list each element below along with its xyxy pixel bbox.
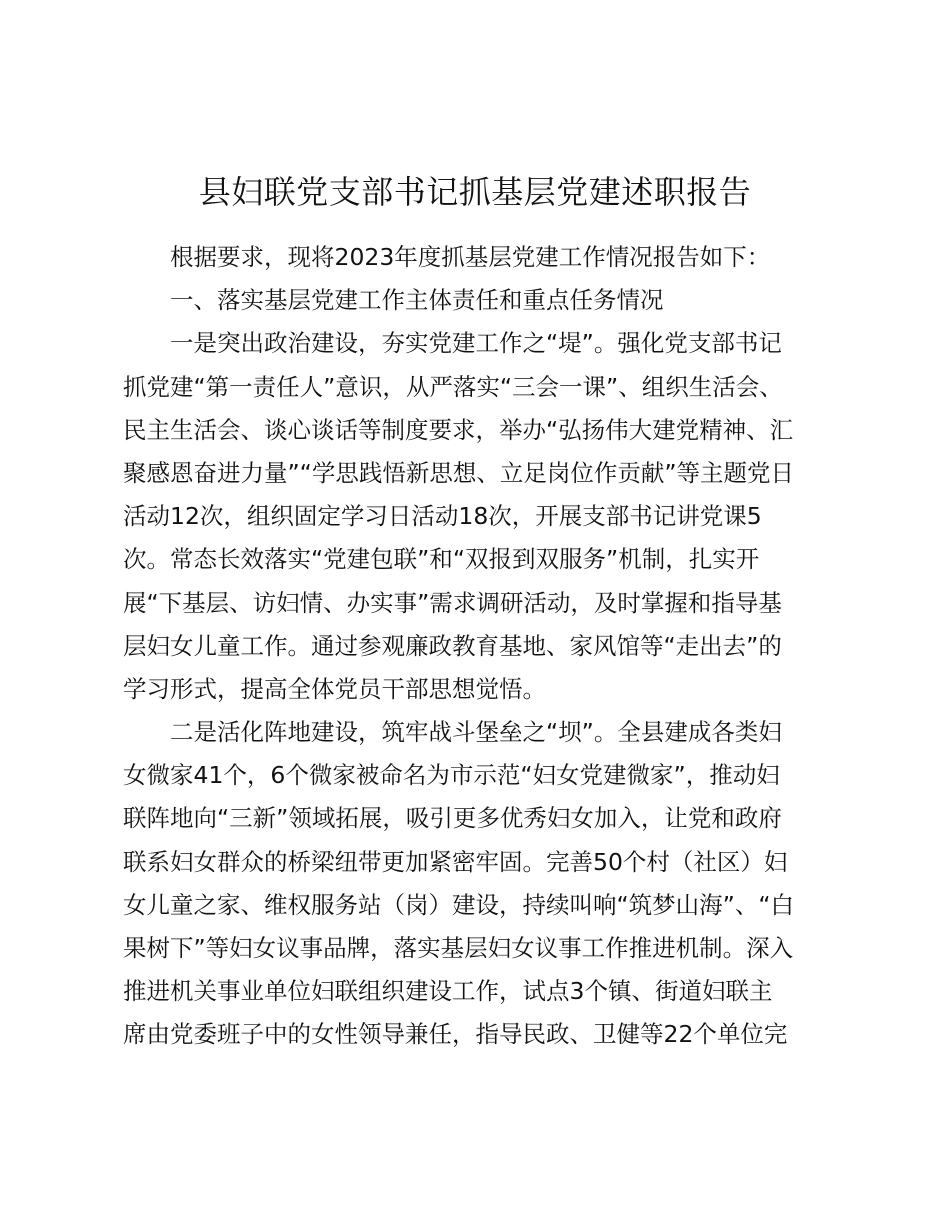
- body-line: 层妇女儿童工作。通过参观廉政教育基地、家风馆等“走出去”的: [123, 631, 782, 660]
- body-line: 女微家41个，6个微家被命名为市示范“妇女党建微家”，推动妇: [123, 761, 780, 790]
- body-line: 二是活化阵地建设，筑牢战斗堡垒之“坝”。全县建成各类妇: [123, 718, 782, 747]
- body-line: 女儿童之家、维权服务站（岗）建设，持续叫响“筑梦山海”、“白: [123, 890, 795, 919]
- section-heading: 一、落实基层党建工作主体责任和重点任务情况: [123, 286, 664, 315]
- body-line: 联系妇女群众的桥梁纽带更加紧密牢固。完善50个村（社区）妇: [123, 847, 788, 876]
- document-body: [123, 236, 841, 1057]
- body-line: 席由党委班子中的女性领导兼任，指导民政、卫健等22个单位完: [123, 1020, 788, 1049]
- body-line: 民主生活会、谈心谈话等制度要求，举办“弘扬伟大建党精神、汇: [123, 415, 794, 444]
- document-title: 县妇联党支部书记抓基层党建述职报告: [198, 173, 752, 211]
- body-line: 次。常态长效落实“党建包联”和“双报到双服务”机制，扎实开: [123, 545, 760, 574]
- body-line: 展“下基层、访妇情、办实事”需求调研活动，及时掌握和指导基: [123, 588, 782, 617]
- body-line: 果树下”等妇女议事品牌，落实基层妇女议事工作推进机制。深入: [123, 934, 794, 962]
- body-line: 抓党建“第一责任人”意识，从严落实“三会一课”、组织生活会、: [123, 372, 783, 401]
- body-line: 活动12次，组织固定学习日活动18次，开展支部书记讲党课5: [123, 502, 762, 531]
- body-line: 聚感恩奋进力量”“学思践悟新思想、立足岗位作贡献”等主题党日: [123, 458, 795, 487]
- body-line: 一是突出政治建设，夯实党建工作之“堤”。强化党支部书记: [123, 329, 782, 358]
- body-line: 推进机关事业单位妇联组织建设工作，试点3个镇、街道妇联主: [123, 977, 773, 1006]
- body-line: 联阵地向“三新”领域拓展，吸引更多优秀妇女加入，让党和政府: [123, 804, 782, 833]
- body-line: 学习形式，提高全体党员干部思想觉悟。: [123, 674, 546, 703]
- body-line: 根据要求，现将2023年度抓基层党建工作情况报告如下：: [123, 243, 771, 271]
